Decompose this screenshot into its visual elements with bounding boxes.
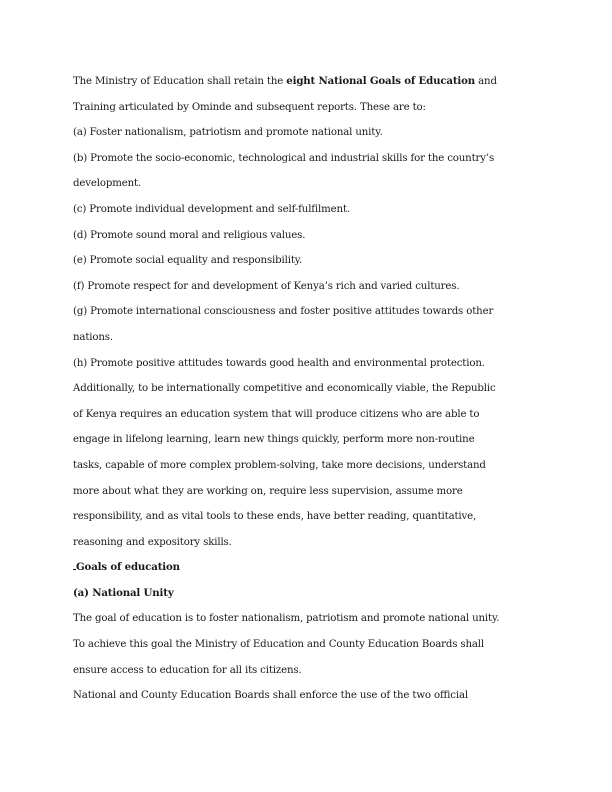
national-unity-line: To achieve this goal the Ministry of Education and County Education Boards shall (73, 639, 485, 651)
additional-paragraph-line: of Kenya requires an education system that will produce citizens who are able to (73, 408, 480, 420)
additional-paragraph-line: reasoning and expository skills. (73, 536, 232, 548)
subsection-heading-national-unity: (a) National Unity (73, 586, 174, 599)
additional-paragraph-line: responsibility, and as vital tools to these ends, have better reading, quantitative, (73, 511, 477, 523)
additional-paragraph-line: Additionally, to be internationally competitive and economically viable, the Republic (73, 383, 496, 395)
additional-paragraph-line: tasks, capable of more complex problem-solving, take more decisions, understand (73, 459, 486, 471)
additional-paragraph-line: engage in lifelong learning, learn new things quickly, perform more non-routine (73, 434, 475, 446)
section-heading-goals (73, 555, 503, 581)
intro-line-1 (73, 69, 503, 95)
goal-item-g: (g) Promote international consciousness and foster positive attitudes towards other (73, 306, 494, 318)
section-heading-text: Goals of education (76, 561, 180, 574)
goal-item-e: (e) Promote social equality and responsibility. (73, 255, 303, 267)
goal-item-d: (d) Promote sound moral and religious values. (73, 229, 306, 241)
intro-text: The Ministry of Education shall retain the (73, 76, 287, 87)
goal-item-a: (a) Foster nationalism, patriotism and promote national unity. (73, 127, 383, 139)
goal-item-h: (h) Promote positive attitudes towards good health and environmental protection. (73, 357, 485, 369)
national-unity-line: ensure access to education for all its citizens. (73, 664, 302, 676)
intro-line-2: Training articulated by Ominde and subsequent reports. These are to: (73, 101, 426, 113)
goal-item-b-cont: development. (73, 178, 142, 190)
intro-bold-text: eight National Goals of Education (286, 75, 476, 87)
document-page (73, 69, 503, 709)
goal-item-g-cont: nations. (73, 331, 113, 343)
goal-item-c: (c) Promote individual development and self-fulfilment. (73, 203, 350, 215)
national-unity-line: The goal of education is to foster nationalism, patriotism and promote national unity. (73, 613, 500, 625)
goal-item-f: (f) Promote respect for and development of Kenya’s rich and varied cultures. (73, 280, 460, 292)
intro-text-tail: and (475, 76, 497, 87)
closing-line: National and County Education Boards shall enforce the use of the two official (73, 690, 468, 702)
additional-paragraph-line: more about what they are working on, require less supervision, assume more (73, 485, 463, 497)
goal-item-b: (b) Promote the socio-economic, technological and industrial skills for the country’s (73, 152, 495, 164)
